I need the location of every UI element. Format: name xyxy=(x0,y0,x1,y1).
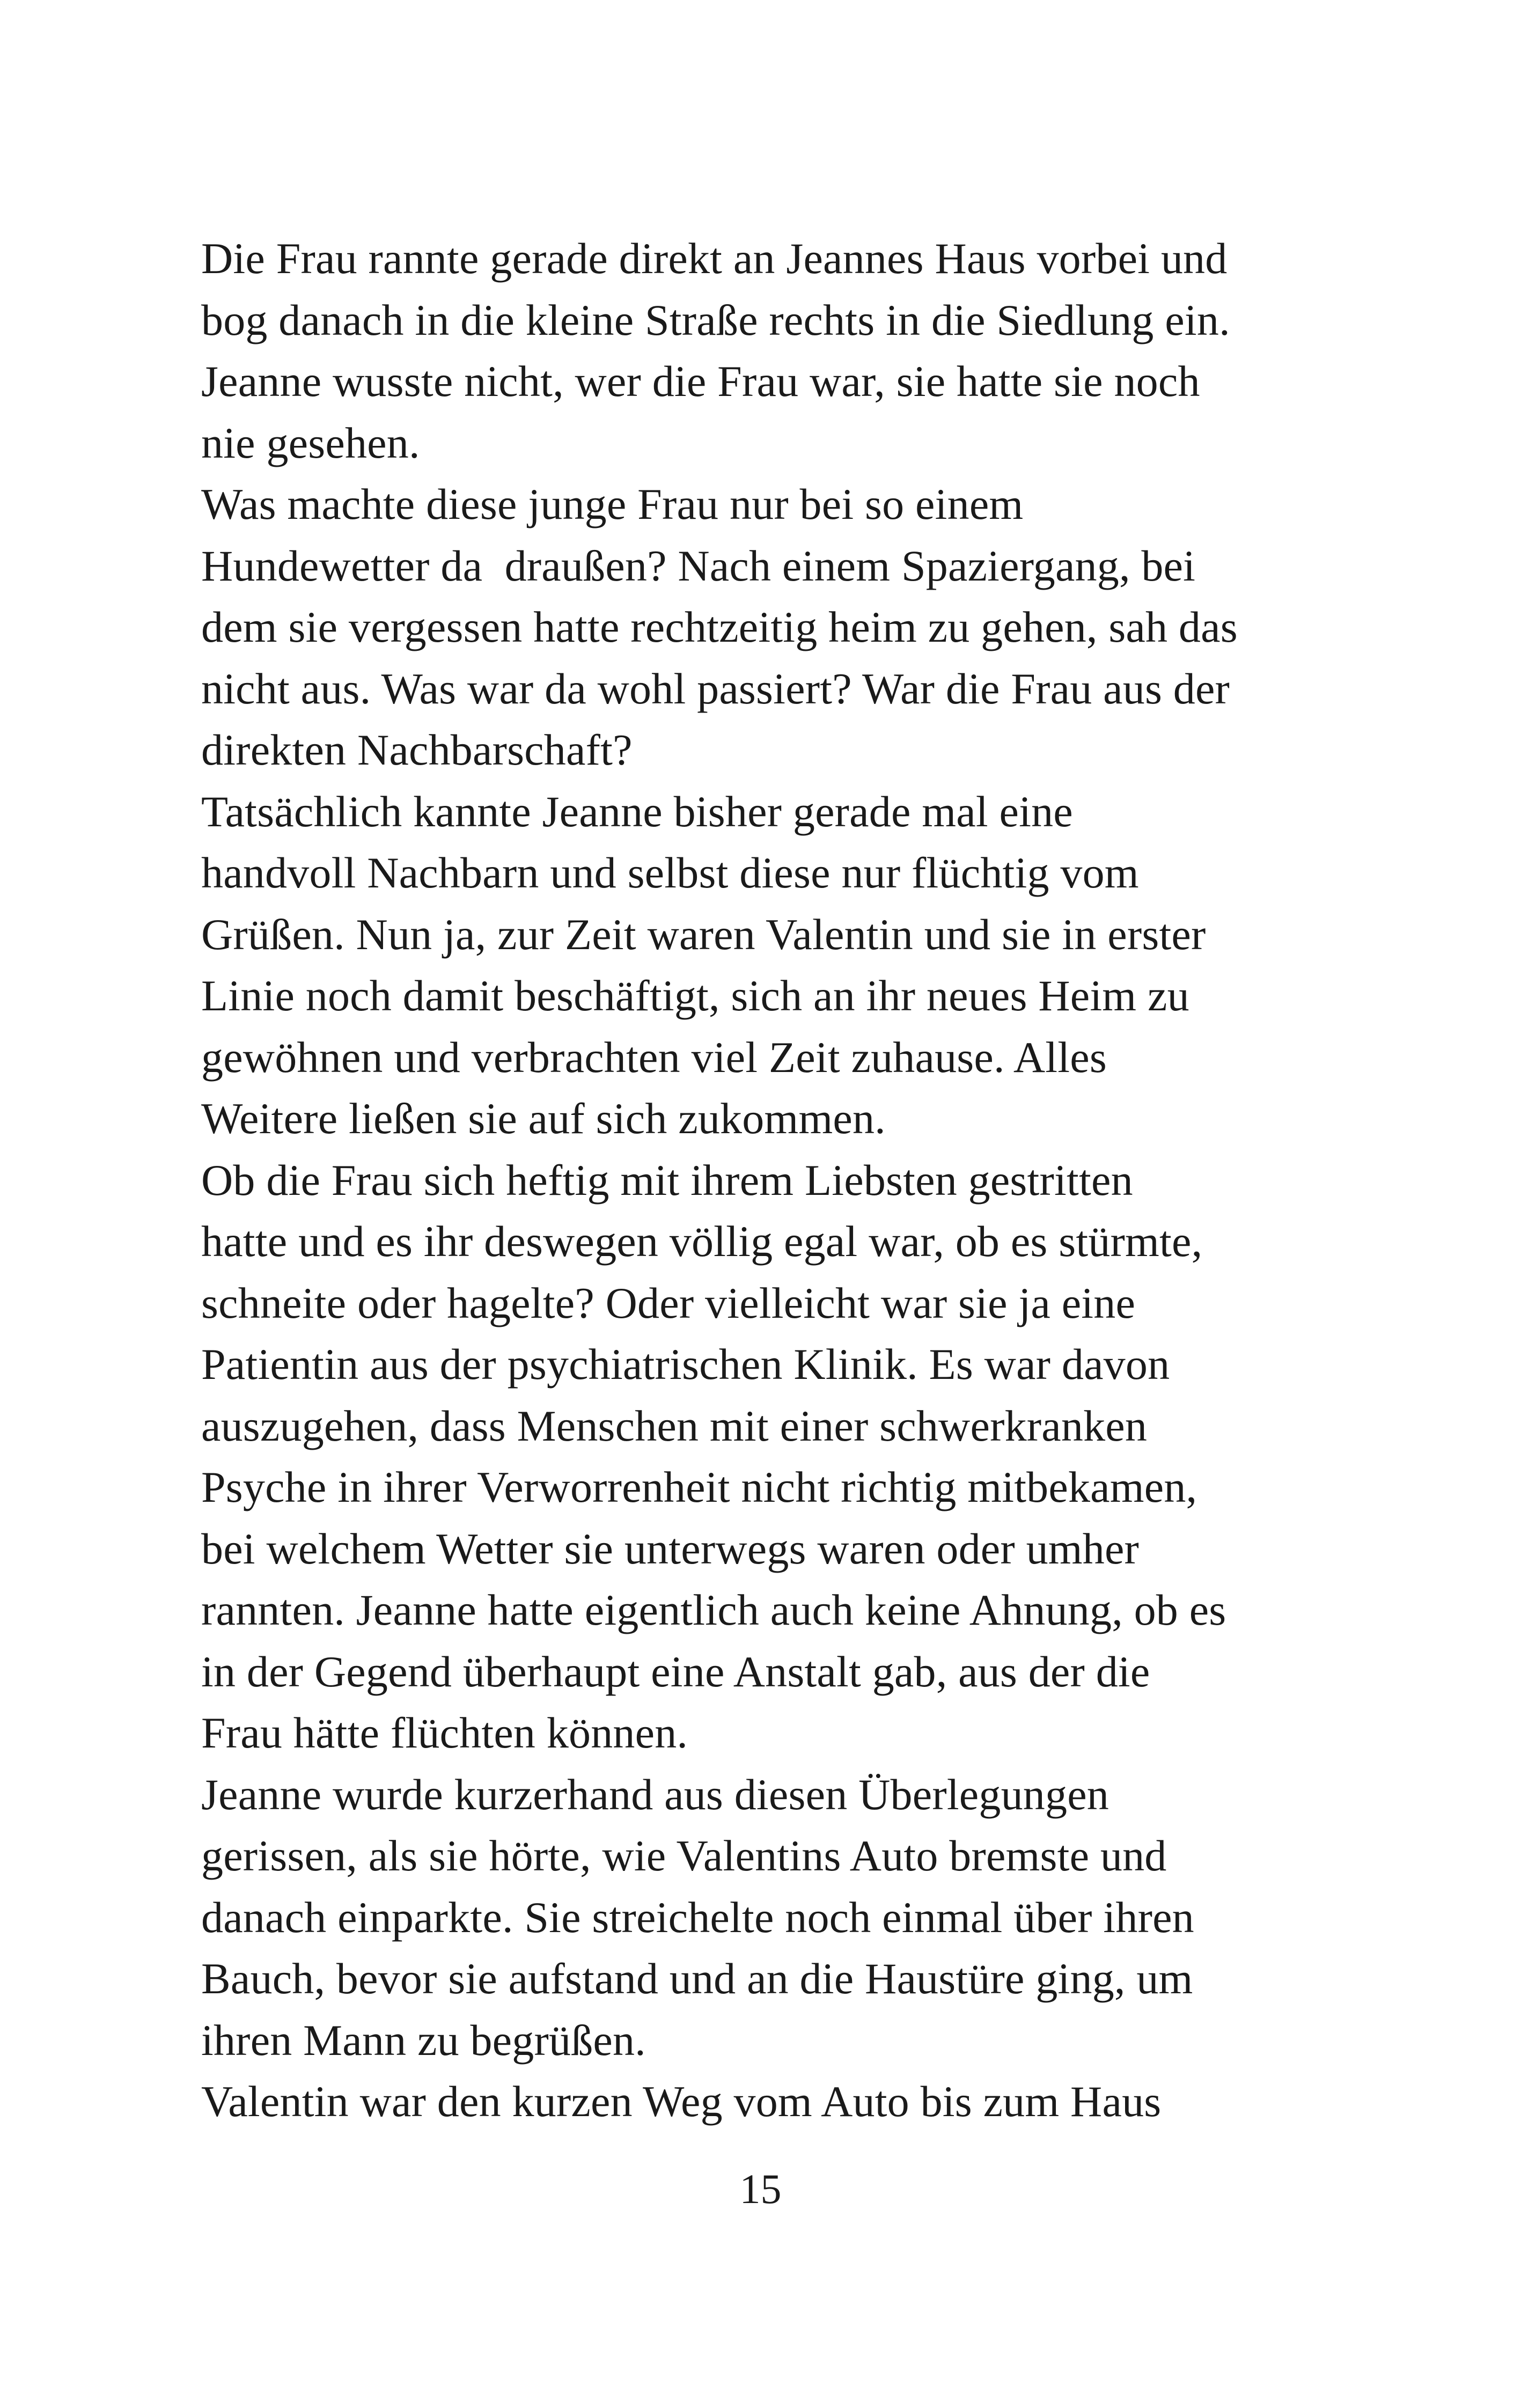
text-line: handvoll Nachbarn und selbst diese nur flüchtig vom xyxy=(201,848,1139,897)
text-line: in der Gegend überhaupt eine Anstalt gab, aus der die xyxy=(201,1647,1150,1696)
text-line: nie gesehen. xyxy=(201,418,420,467)
text-line: gerissen, als sie hörte, wie Valentins Auto bremste und xyxy=(201,1831,1167,1880)
text-line: nicht aus. Was war da wohl passiert? War die Frau aus der xyxy=(201,664,1230,713)
page-number: 15 xyxy=(739,2165,782,2212)
text-line: Weitere ließen sie auf sich zukommen. xyxy=(201,1094,886,1143)
text-line: Patientin aus der psychiatrischen Klinik. Es war davon xyxy=(201,1340,1170,1389)
text-line: gewöhnen und verbrachten viel Zeit zuhause. Alles xyxy=(201,1032,1107,1082)
text-line: Ob die Frau sich heftig mit ihrem Liebsten gestritten xyxy=(201,1155,1133,1205)
text-line: bog danach in die kleine Straße rechts in die Siedlung ein. xyxy=(201,295,1230,344)
text-line: Die Frau rannte gerade direkt an Jeannes Haus vorbei und xyxy=(201,234,1228,283)
text-line: Grüßen. Nun ja, zur Zeit waren Valentin und sie in erster xyxy=(201,909,1206,959)
text-line: Jeanne wusste nicht, wer die Frau war, sie hatte sie noch xyxy=(201,357,1200,406)
text-line: dem sie vergessen hatte rechtzeitig heim zu gehen, sah das xyxy=(201,603,1238,651)
text-line: Frau hätte flüchten können. xyxy=(201,1708,688,1757)
text-line: rannten. Jeanne hatte eigentlich auch keine Ahnung, ob es xyxy=(201,1585,1226,1634)
text-line: Psyche in ihrer Verworrenheit nicht richtig mitbekamen, xyxy=(201,1463,1197,1511)
text-line: direkten Nachbarschaft? xyxy=(201,725,633,774)
text-line: Was machte diese junge Frau nur bei so einem xyxy=(201,480,1024,528)
text-line: Hundewetter da draußen? Nach einem Spaziergang, bei xyxy=(201,541,1196,590)
text-line: auszugehen, dass Menschen mit einer schwerkranken xyxy=(201,1401,1148,1450)
text-line: schneite oder hagelte? Oder vielleicht war sie ja eine xyxy=(201,1278,1136,1327)
text-line: bei welchem Wetter sie unterwegs waren oder umher xyxy=(201,1524,1140,1573)
text-line: Linie noch damit beschäftigt, sich an ihr neues Heim zu xyxy=(201,971,1189,1020)
text-line: ihren Mann zu begrüßen. xyxy=(201,2015,646,2065)
text-line: Valentin war den kurzen Weg vom Auto bis zum Haus xyxy=(201,2077,1162,2126)
text-line: Tatsächlich kannte Jeanne bisher gerade mal eine xyxy=(201,787,1073,836)
text-line: Jeanne wurde kurzerhand aus diesen Überlegungen xyxy=(201,1770,1109,1819)
text-line: danach einparkte. Sie streichelte noch einmal über ihren xyxy=(201,1892,1194,1942)
text-line: Bauch, bevor sie aufstand und an die Haustüre ging, um xyxy=(201,1954,1193,2003)
text-line: hatte und es ihr deswegen völlig egal war, ob es stürmte, xyxy=(201,1217,1203,1266)
body-text xyxy=(201,228,1339,2133)
